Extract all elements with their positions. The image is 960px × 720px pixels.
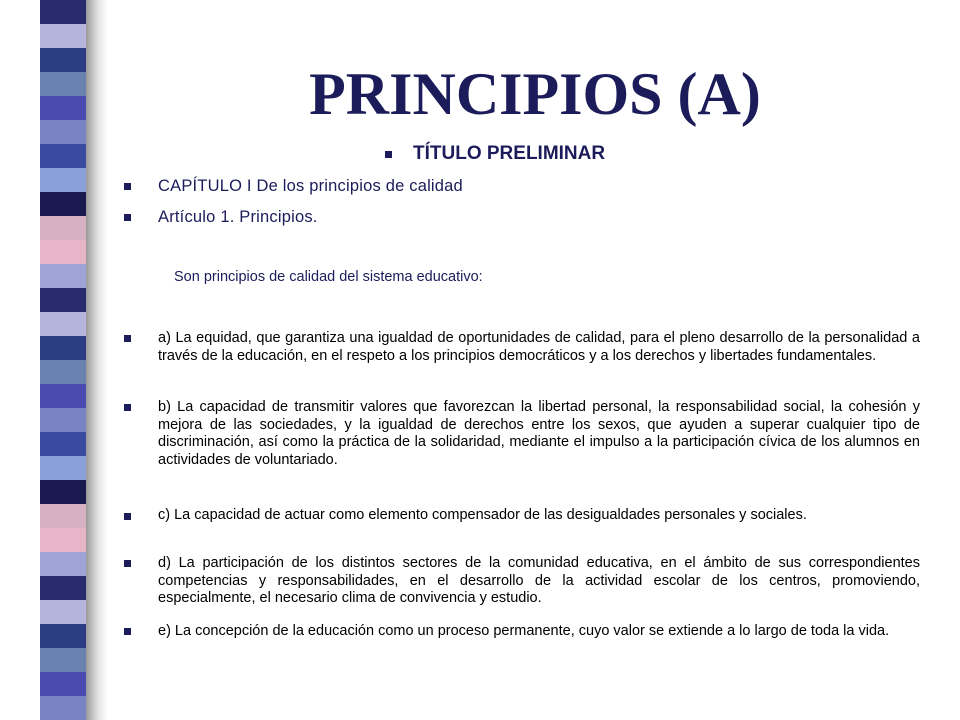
stripe-segment (40, 72, 86, 96)
stripe-segment (40, 696, 86, 720)
stripe-segment (40, 504, 86, 528)
intro-text: Son principios de calidad del sistema educativo: (174, 269, 483, 285)
chapter-line: CAPÍTULO I De los principios de calidad (158, 177, 463, 195)
stripe-segment (40, 336, 86, 360)
principle-bullet-icon (124, 404, 131, 411)
stripe-segment (40, 480, 86, 504)
stripe-segment (40, 360, 86, 384)
stripe-segment (40, 384, 86, 408)
stripe-segment (40, 624, 86, 648)
article-bullet-icon (124, 214, 131, 221)
principle-a: a) La equidad, que garantiza una igualdad de oportunidades de calidad, para el pleno desarrollo de la personalidad a través de la educación, en el respeto a los principios democráticos y a los derechos y libertades fundamentales. (158, 330, 920, 364)
section-heading: TÍTULO PRELIMINAR (413, 143, 606, 164)
stripe-segment (40, 672, 86, 696)
stripe-segment (40, 552, 86, 576)
stripe-segment (40, 432, 86, 456)
principle-bullet-icon (124, 335, 131, 342)
stripe-segment (40, 288, 86, 312)
principle-bullet-icon (124, 628, 131, 635)
stripe-segment (40, 144, 86, 168)
stripe-segment (40, 528, 86, 552)
stripe-segment (40, 48, 86, 72)
principle-b: b) La capacidad de transmitir valores que favorezcan la libertad personal, la responsabilidad social, la cohesión y mejora de las sociedades, y la igualdad de derechos entre los sexos, que ayuden a superar cualquier tipo de discriminación, así como la práctica de la solidaridad, mediante el impulso a la participación cívica de los alumnos en actividades de voluntariado. (158, 399, 920, 468)
stripe-segment (40, 648, 86, 672)
stripe-segment (40, 600, 86, 624)
stripe-segment (40, 264, 86, 288)
principle-d: d) La participación de los distintos sectores de la comunidad educativa, en el ámbito de sus correspondientes competencias y responsabilidades, en el desarrollo de la actividad escolar de los centros, promoviendo, especialmente, el necesario clima de convivencia y estudio. (158, 555, 920, 606)
chapter-bullet-icon (124, 183, 131, 190)
article-line: Artículo 1. Principios. (158, 208, 318, 226)
stripe-segment (40, 120, 86, 144)
stripe-segment (40, 0, 86, 24)
principle-bullet-icon (124, 560, 131, 567)
slide-title: PRINCIPIOS (A) (309, 61, 761, 127)
decorative-stripe-bar (40, 0, 86, 720)
stripe-segment (40, 168, 86, 192)
stripe-segment (40, 24, 86, 48)
stripe-segment (40, 456, 86, 480)
stripe-shadow (86, 0, 108, 720)
stripe-segment (40, 240, 86, 264)
stripe-segment (40, 192, 86, 216)
stripe-segment (40, 216, 86, 240)
stripe-segment (40, 96, 86, 120)
principle-e: e) La concepción de la educación como un proceso permanente, cuyo valor se extiende a lo largo de toda la vida. (158, 623, 890, 639)
stripe-segment (40, 576, 86, 600)
principle-bullet-icon (124, 513, 131, 520)
stripe-segment (40, 312, 86, 336)
heading-bullet-icon (385, 151, 392, 158)
stripe-segment (40, 408, 86, 432)
principle-c: c) La capacidad de actuar como elemento compensador de las desigualdades personales y sociales. (158, 507, 807, 523)
